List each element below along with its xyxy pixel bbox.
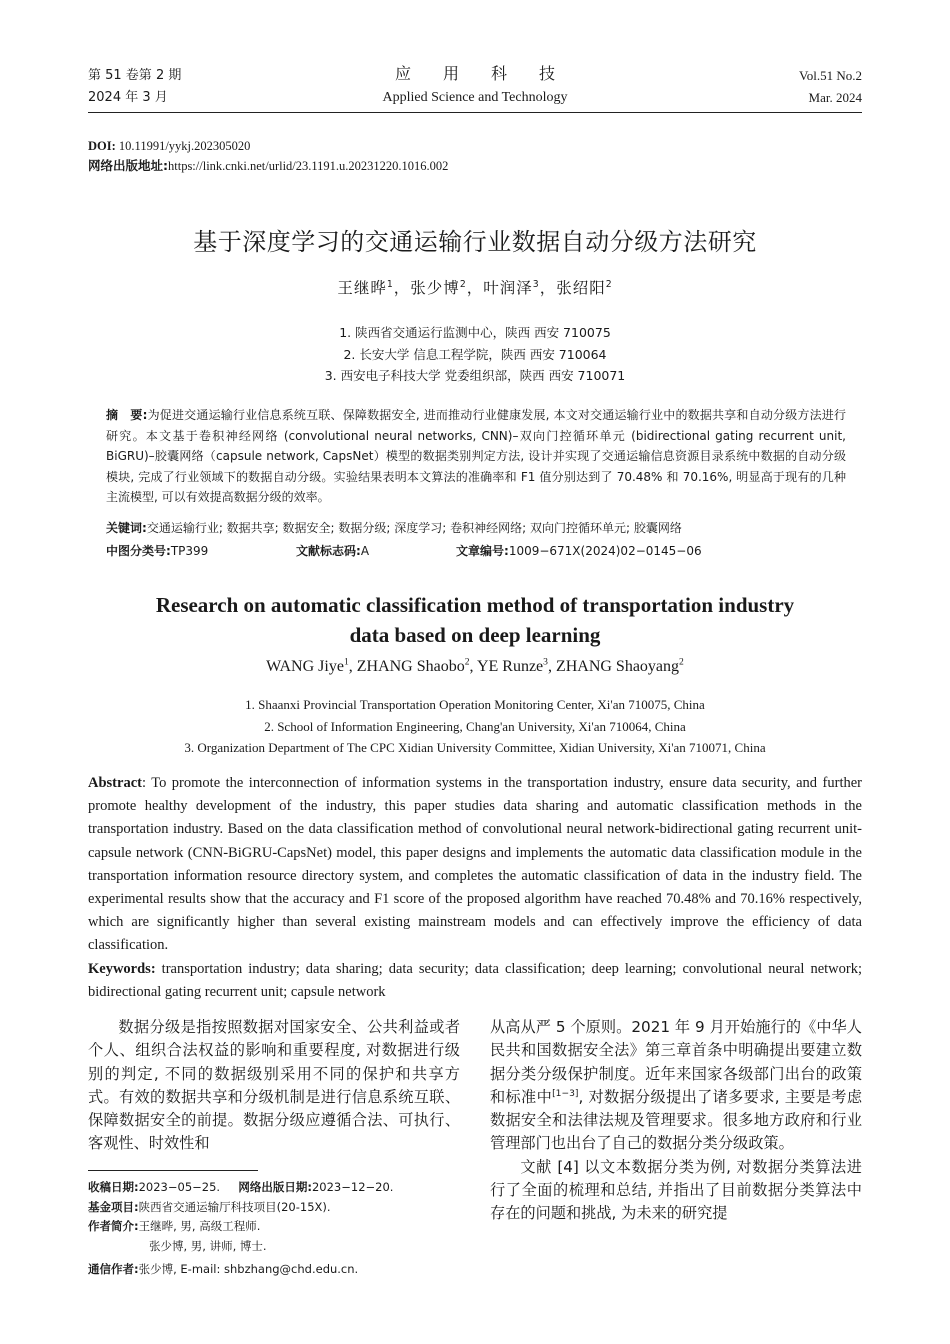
keywords-zh-label: 关键词: (106, 521, 147, 535)
author-en: ZHANG Shaoyang (555, 658, 680, 675)
online-date: 2023−12−20. (311, 1180, 394, 1194)
keywords-zh-text: 交通运输行业; 数据共享; 数据安全; 数据分级; 深度学习; 卷积神经网络; 双向门控循环单元; 胶囊网络 (146, 521, 682, 535)
doc-code-value: A (360, 544, 370, 558)
classification-line (106, 541, 846, 561)
author-aff-marker: 2 (464, 656, 470, 668)
abstract-zh (106, 405, 846, 508)
fund-label: 基金项目: (88, 1199, 139, 1214)
online-date-label: 网络出版日期: (238, 1180, 312, 1194)
affiliation-zh: 2. 长安大学 信息工程学院，陕西 西安 710064 (343, 346, 607, 362)
abstract-en (88, 772, 862, 1004)
affiliation-zh: 1. 陕西省交通运行监测中心，陕西 西安 710075 (339, 325, 611, 340)
online-url[interactable]: https://link.cnki.net/urlid/23.1191.u.20231220.1016.002 (168, 159, 449, 173)
author-bio: 张少博, 男, 讲师, 博士. (149, 1238, 267, 1253)
affiliation-en: 1. Shaanxi Provincial Transportation Operation Monitoring Center, Xi'an 710075, China (245, 697, 705, 712)
doi-block (88, 136, 448, 176)
affiliations-en (0, 694, 950, 759)
header-journal-en: Applied Science and Technology (382, 90, 568, 105)
title-en-line: Research on automatic classification method of transportation industry (155, 593, 795, 617)
citation-ref[interactable]: [1−3] (552, 1088, 579, 1099)
author-en: ZHANG Shaobo (356, 658, 465, 675)
header-month: Mar. 2024 (808, 90, 862, 105)
abstract-en-label: Abstract (88, 775, 142, 791)
author-zh: 张绍阳 (556, 279, 606, 297)
article-no-label: 文章编号: (456, 544, 509, 558)
doi-label: DOI: (88, 139, 116, 153)
abstract-zh-text: 为促进交通运输行业信息系统互联、保障数据安全, 进而推动行业健康发展, 本文对交通运输行业中的数据共享和自动分级方法进行研究。本文基于卷积神经网络 (convolutional neural networks, CNN)–双向门控循环单元 (bidirectional gating recurrent unit, BiGRU)–胶囊网络（capsule network, CapsNet）模型的数据类别判定方法, 设计并实现了交通运输信息资源目录系统中数据的自动分级模块, 完成了行业领域下的数据自动分级。实验结果表明本文算法的准确率和 F1 值分别达到了 70.48% 和 70.16%, 明显高于现有的几种主流模型, 可以有效提高数据分级的效率。 (106, 408, 846, 505)
author-aff-marker: 3 (543, 656, 548, 668)
author-zh: 王继晔 (337, 279, 387, 297)
title-en (0, 590, 950, 650)
body-paragraph: 数据分级是指按照数据对国家安全、公共利益或者个人、组织合法权益的影响和重要程度, 对数据进行级别的判定, 不同的数据级别采用不同的保护和共享方式。有效的数据共享和分级机制是进行信息系统互联、保障数据安全的前提。数据分级应遵循合法、可执行、客观性、时效性和 (88, 1018, 460, 1153)
affiliation-zh: 3. 西安电子科技大学 党委组织部，陕西 西安 710071 (324, 368, 626, 383)
received-date: 2023−05−25. (138, 1180, 221, 1194)
header-rule (88, 112, 862, 113)
online-url-label: 网络出版地址: (88, 158, 168, 173)
clc-label: 中图分类号: (106, 544, 171, 558)
authors-zh: 王继晔$^1$，张少博$^2$，叶润泽$^3$，张绍阳$^2$ (337, 278, 613, 297)
header-journal-zh: 应 用 科 技 (394, 64, 555, 83)
author-bio: 王继晔, 男, 高级工程师. (138, 1219, 261, 1233)
affiliation-en: 2. School of Information Engineering, Chang'an University, Xi'an 710064, China (264, 718, 686, 734)
received-label: 收稿日期: (88, 1180, 139, 1194)
body-paragraph (490, 1016, 862, 1156)
author-zh: 叶润泽 (483, 279, 533, 297)
doc-code-label: 文献标志码: (296, 544, 361, 558)
header-volume: Vol.51 No.2 (799, 68, 862, 83)
author-aff-marker: 2 (459, 278, 467, 290)
corresponding-label: 通信作者: (88, 1262, 139, 1276)
header-issue: 第 51 卷第 2 期 (88, 68, 182, 83)
corresponding-author[interactable]: 张少博, E-mail: shbzhang@chd.edu.cn. (138, 1262, 359, 1276)
author-aff-marker: 1 (343, 656, 349, 668)
affiliations-zh (0, 322, 950, 387)
body-text: 从高从严 5 个原则。2021 年 9 月开始施行的《中华人民共和国数据安全法》第三章首条中明确提出要建立数据分类分级保护制度。近年来国家各级部门出台的政策和标准中 (490, 1018, 862, 1106)
abstract-zh-label: 摘 要: (106, 408, 148, 422)
footnotes (88, 1178, 460, 1280)
doi-value[interactable]: 10.11991/yykj.202305020 (118, 139, 251, 153)
author-en: WANG Jiye (266, 658, 344, 675)
authors-en: WANG Jiye$^1$, ZHANG Shaobo$^2$, YE Runze$^3$, ZHANG Shaoyang$^2$ (266, 656, 684, 675)
article-no-value: 1009−671X(2024)02−0145−06 (508, 544, 702, 558)
clc-value: TP399 (170, 544, 209, 558)
author-en: YE Runze (476, 658, 544, 675)
affiliation-en: 3. Organization Department of The CPC Xidian University Committee, Xidian University, Xi'an 710071, China (184, 740, 766, 755)
body-paragraph: 文献 [4] 以文本数据分类为例, 对数据分类算法进行了全面的梳理和总结, 并指出了目前数据分类算法中存在的问题和挑战, 为未来的研究提 (490, 1157, 862, 1223)
abstract-en-text: : To promote the interconnection of information systems in the transportation industry, ensure data security, and further promote healthy development of the industry, this paper studies data sharing and automatic classification methods in the transportation industry. Based on the data classification method of convolutional neural network-bidirectional gating recurrent unit-capsule network (CNN-BiGRU-CapsNet) model, this paper designs and implements the automatic data classification module in the transportation information resource directory system, and completes the automatic classification of data in the industry field. The experimental results show that the accuracy and F1 score of the proposed algorithm have reached 70.48% and 70.16% respectively, which are significantly higher than several existing mainstream models and can effectively improve the efficiency of data classification. (88, 775, 862, 954)
keywords-en-text: transportation industry; data sharing; data security; data classification; deep learning; convolutional neural network; bidirectional gating recurrent unit; capsule network (88, 960, 862, 1000)
title-zh: 基于深度学习的交通运输行业数据自动分级方法研究 (193, 228, 757, 256)
header-date: 2024 年 3 月 (88, 90, 168, 105)
author-bio-label: 作者简介: (88, 1219, 139, 1233)
author-aff-marker: 3 (532, 278, 540, 290)
footnote-rule (88, 1170, 258, 1171)
body-text: , 对数据分级提出了诸多要求, 主要是考虑数据安全和法律法规及管理要求。很多地方政府和行业管理部门也出台了自己的数据分类分级政策。 (490, 1087, 863, 1153)
author-aff-marker: 2 (679, 656, 684, 668)
keywords-en-label: Keywords: (88, 960, 156, 977)
title-en-line: data based on deep learning (349, 623, 601, 647)
author-zh: 张少博 (410, 279, 460, 297)
fund-value: 陕西省交通运输厅科技项目(20-15X). (138, 1199, 331, 1214)
author-aff-marker: 2 (605, 278, 613, 290)
keywords-zh (106, 518, 846, 538)
body-column-left (88, 1016, 460, 1156)
body-column-right (490, 1016, 862, 1226)
author-aff-marker: 1 (386, 278, 394, 290)
